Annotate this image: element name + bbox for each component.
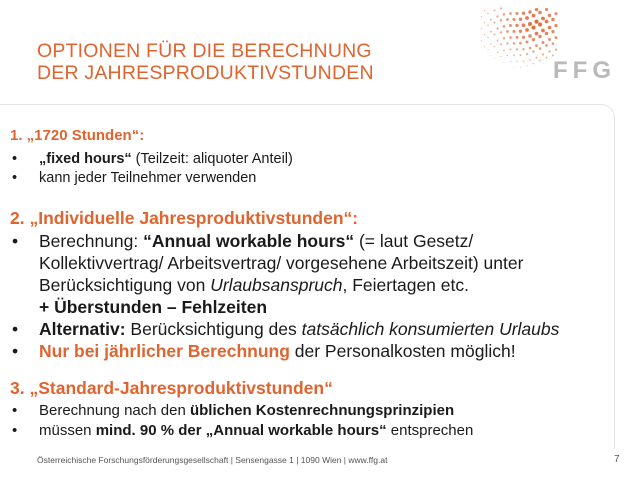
logo-dot xyxy=(497,40,499,42)
bullet-dot: • xyxy=(12,151,18,167)
bullet-dot: • xyxy=(12,170,18,186)
section-2-bullet-1-line-3 xyxy=(39,274,469,296)
overtime-absence: + Überstunden – Fehlzeiten xyxy=(39,297,268,317)
logo-dot xyxy=(528,10,531,13)
title-line-2: DER JAHRESPRODUKTIVSTUNDEN xyxy=(37,62,374,84)
consideration-text: Berücksichtigung von xyxy=(39,275,211,295)
logo-dot xyxy=(538,35,541,38)
logo-dot xyxy=(545,32,549,36)
logo-dot xyxy=(503,25,506,28)
fixed-hours-label: „fixed hours“ xyxy=(39,151,132,167)
ffg-logo-text: FFG xyxy=(553,57,616,84)
logo-dot xyxy=(538,22,542,26)
annual-calc-highlight: Nur bei jährlicher Berechnung xyxy=(39,341,290,361)
logo-dot xyxy=(545,44,548,47)
logo-dot xyxy=(535,8,538,11)
logo-dot xyxy=(548,26,552,30)
logo-dot xyxy=(507,55,509,57)
logo-dot xyxy=(532,14,536,18)
slide-content xyxy=(0,104,615,449)
logo-dot xyxy=(528,22,532,26)
logo-dot xyxy=(494,58,495,59)
ninety-percent-requirement: mind. 90 % der „Annual workable hours“ xyxy=(95,422,387,439)
section-2-bullet-1-line-2: Kollektivvertrag/ Arbeitsvertrag/ vorgesehene Arbeitszeit) unter xyxy=(39,253,524,273)
logo-dot xyxy=(519,42,522,45)
logo-dot xyxy=(529,59,531,61)
logo-dot xyxy=(484,46,485,47)
logo-dot xyxy=(514,67,515,68)
logo-dot xyxy=(541,17,545,21)
logo-dot xyxy=(548,38,551,41)
logo-dot xyxy=(552,42,555,45)
page-number: 7 xyxy=(614,454,620,465)
logo-dot xyxy=(526,65,527,66)
logo-dot xyxy=(522,23,526,27)
logo-dot xyxy=(522,36,525,39)
logo-dot xyxy=(500,43,502,45)
logo-dot xyxy=(551,18,554,21)
logo-dot xyxy=(548,50,550,52)
logo-dot xyxy=(532,38,535,41)
logo-dot xyxy=(500,19,502,21)
bullet-dot: • xyxy=(12,402,18,419)
logo-dot xyxy=(509,48,511,50)
logo-dot xyxy=(503,50,505,52)
logo-dot xyxy=(519,30,522,33)
logo-dot xyxy=(506,30,509,33)
logo-dot xyxy=(487,25,489,27)
logo-dot xyxy=(490,31,492,33)
logo-dot xyxy=(523,60,525,62)
logo-dot xyxy=(555,48,557,50)
logo-dot xyxy=(487,37,489,39)
consumed-vacation: tatsächlich konsumierten Urlaubs xyxy=(301,319,560,339)
section-3-heading: 3. „Standard-Jahresproduktivstunden“ xyxy=(10,378,333,398)
logo-dot xyxy=(496,27,498,29)
title-line-1: OPTIONEN FÜR DIE BERECHNUNG xyxy=(37,40,372,62)
logo-dot xyxy=(503,37,505,39)
logo-dot xyxy=(497,52,498,53)
logo-dot xyxy=(534,19,538,23)
logo-dot xyxy=(535,32,539,36)
logo-dot xyxy=(542,53,544,55)
logo-dot xyxy=(516,36,519,39)
logo-dot xyxy=(539,47,542,50)
logo-dot xyxy=(542,41,545,44)
correspond-text: entsprechen xyxy=(386,422,474,439)
logo-dot xyxy=(493,21,495,23)
section-2-bullet-1-line-4 xyxy=(39,296,267,318)
logo-dot xyxy=(531,26,535,30)
logo-dot xyxy=(539,60,541,62)
section-1-heading: 1. „1720 Stunden“: xyxy=(10,127,145,144)
logo-dot xyxy=(516,48,518,50)
fixed-hours-note: (Teilzeit: aliquoter Anteil) xyxy=(131,151,293,167)
logo-dot xyxy=(484,10,485,11)
logo-dot xyxy=(515,24,518,27)
logo-dot xyxy=(520,54,522,56)
logo-dot xyxy=(545,8,548,11)
logo-dot xyxy=(522,12,525,15)
logo-dot xyxy=(526,53,528,55)
logo-dot xyxy=(533,63,535,65)
logo-dot xyxy=(484,22,486,24)
logo-dot xyxy=(520,67,521,68)
logo-dot xyxy=(515,12,518,15)
personnel-cost-text: der Personalkosten möglich! xyxy=(289,341,516,361)
logo-dot xyxy=(481,16,482,17)
logo-dot xyxy=(503,62,504,63)
logo-dot xyxy=(490,55,491,56)
section-2-heading: 2. „Individuelle Jahresproduktivstunden“: xyxy=(10,208,359,228)
logo-dot xyxy=(538,11,542,15)
logo-dot xyxy=(513,55,515,57)
logo-dot xyxy=(500,56,501,57)
logo-dot xyxy=(494,10,496,12)
logo-dot xyxy=(512,30,515,33)
logo-dot xyxy=(513,42,516,45)
logo-dot xyxy=(535,44,538,47)
logo-dot xyxy=(500,31,502,33)
logo-dot xyxy=(548,14,551,17)
logo-dot xyxy=(496,15,498,17)
logo-dot xyxy=(506,42,508,44)
ffg-logo-dots-icon xyxy=(456,6,562,86)
logo-dot xyxy=(509,24,512,27)
bullet-dot: • xyxy=(12,231,19,251)
logo-dot xyxy=(522,48,524,50)
logo-dot xyxy=(494,34,496,36)
must-text: müssen xyxy=(39,422,96,439)
logo-dot xyxy=(506,18,509,21)
logo-dot xyxy=(510,61,511,62)
logo-dot xyxy=(509,36,512,39)
logo-dot xyxy=(519,17,522,20)
calc-by-text: Berechnung nach den xyxy=(39,402,190,419)
calc-label: Berechnung: xyxy=(39,231,144,251)
logo-dot xyxy=(545,20,549,24)
logo-dot xyxy=(546,57,548,59)
calc-note: (= laut Gesetz/ xyxy=(354,231,474,251)
logo-dot xyxy=(503,13,506,16)
logo-dot xyxy=(487,13,489,15)
logo-dot xyxy=(528,34,531,37)
logo-dot xyxy=(512,18,515,21)
slide-title xyxy=(37,40,374,84)
logo-dot xyxy=(555,36,558,39)
logo-dot xyxy=(551,30,554,33)
logo-dot xyxy=(494,46,496,48)
logo-dot xyxy=(554,12,557,15)
vacation-entitlement: Urlaubsanspruch xyxy=(210,275,343,295)
logo-dot xyxy=(487,49,488,50)
bullet-dot: • xyxy=(12,422,18,439)
logo-dot xyxy=(529,47,532,50)
logo-dot xyxy=(525,16,529,20)
slide-header xyxy=(0,0,638,104)
holidays-text: , Feiertagen etc. xyxy=(342,275,469,295)
cost-accounting-principles: üblichen Kostenrechnungsprinzipien xyxy=(189,402,455,419)
logo-dot xyxy=(500,7,502,9)
logo-dot xyxy=(484,34,485,35)
logo-dot xyxy=(516,61,517,62)
section-1-bullet-2-text: kann jeder Teilnehmer verwenden xyxy=(39,170,257,186)
bullet-dot: • xyxy=(12,341,19,361)
logo-dot xyxy=(554,24,557,27)
logo-dot xyxy=(509,12,512,15)
logo-dot xyxy=(532,50,534,52)
logo-dot xyxy=(541,29,545,33)
footer-text: Österreichische Forschungsförderungsgesellschaft | Sensengasse 1 | 1090 Wien | www.ffg.at xyxy=(37,455,388,465)
logo-dot xyxy=(536,57,538,59)
logo-dot xyxy=(490,19,492,21)
logo-dot xyxy=(481,40,482,41)
alternative-label: Alternativ: xyxy=(39,319,126,339)
bullet-dot: • xyxy=(12,319,19,339)
logo-dot xyxy=(490,43,492,45)
logo-dot xyxy=(481,28,482,29)
annual-workable-hours: “Annual workable hours“ xyxy=(143,231,355,251)
logo-dot xyxy=(525,28,529,32)
alternative-text: Berücksichtigung des xyxy=(125,319,302,339)
logo-dot xyxy=(526,41,529,44)
